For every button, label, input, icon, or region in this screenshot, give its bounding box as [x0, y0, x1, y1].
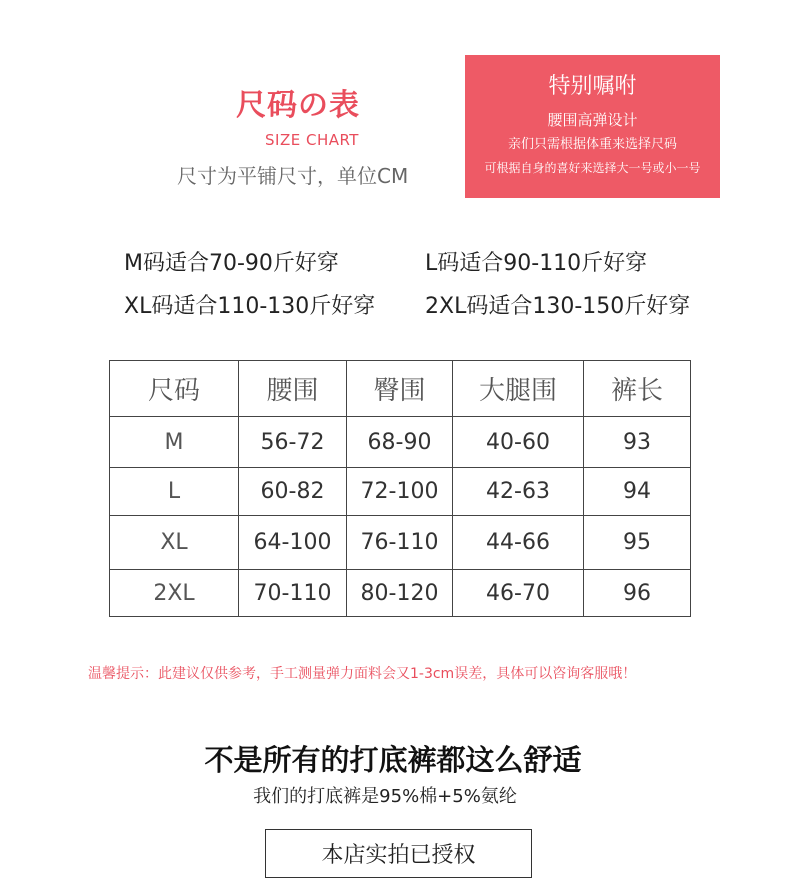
table-cell: 72-100: [347, 468, 453, 516]
fit-guide-xl: XL码适合110-130斤好穿: [124, 294, 376, 319]
note-heading: 特别嘱咐: [548, 74, 637, 99]
unit-note: 尺寸为平铺尺寸，单位CM: [177, 164, 409, 188]
table-cell: 40-60: [453, 417, 584, 468]
slogan-heading: 不是所有的打底裤都这么舒适: [204, 743, 582, 777]
table-row: [110, 468, 691, 516]
table-header-row: [110, 361, 691, 417]
table-cell: 44-66: [453, 516, 584, 570]
table-header-cell: 臀围: [347, 361, 453, 417]
table-cell: 56-72: [239, 417, 347, 468]
fit-guide-2xl: 2XL码适合130-150斤好穿: [425, 294, 691, 319]
table-cell: L: [110, 468, 239, 516]
table-cell: 42-63: [453, 468, 584, 516]
fit-guide-m: M码适合70-90斤好穿: [124, 251, 339, 276]
note-line: 腰围高弹设计: [547, 111, 638, 129]
table-cell: 64-100: [239, 516, 347, 570]
table-cell: 46-70: [453, 570, 584, 617]
table-cell: 93: [584, 417, 691, 468]
table-cell: 60-82: [239, 468, 347, 516]
table-header-cell: 腰围: [239, 361, 347, 417]
material-note: 我们的打底裤是95%棉+5%氨纶: [253, 786, 517, 807]
table-header-cell: 裤长: [584, 361, 691, 417]
table-header-cell: 大腿围: [453, 361, 584, 417]
table-header-cell: 尺码: [110, 361, 239, 417]
table-cell: 70-110: [239, 570, 347, 617]
note-line: 可根据自身的喜好来选择大一号或小一号: [484, 161, 701, 175]
table-cell: XL: [110, 516, 239, 570]
authorized-photo-button[interactable]: 本店实拍已授权: [265, 829, 532, 878]
table-cell: 95: [584, 516, 691, 570]
table-row: [110, 570, 691, 617]
note-line: 亲们只需根据体重来选择尺码: [507, 137, 677, 152]
table-row: [110, 417, 691, 468]
page-title: 尺码の表: [236, 88, 360, 123]
size-table: [109, 360, 691, 617]
measurement-tip: 温馨提示：此建议仅供参考，手工测量弹力面料会又1-3cm误差，具体可以咨询客服哦！: [88, 666, 637, 682]
special-note-box: [465, 55, 720, 198]
table-cell: 2XL: [110, 570, 239, 617]
table-cell: M: [110, 417, 239, 468]
table-cell: 94: [584, 468, 691, 516]
fit-guide-l: L码适合90-110斤好穿: [425, 251, 648, 276]
table-cell: 76-110: [347, 516, 453, 570]
table-row: [110, 516, 691, 570]
table-cell: 96: [584, 570, 691, 617]
page-subtitle: SIZE CHART: [265, 131, 359, 149]
table-cell: 80-120: [347, 570, 453, 617]
table-cell: 68-90: [347, 417, 453, 468]
